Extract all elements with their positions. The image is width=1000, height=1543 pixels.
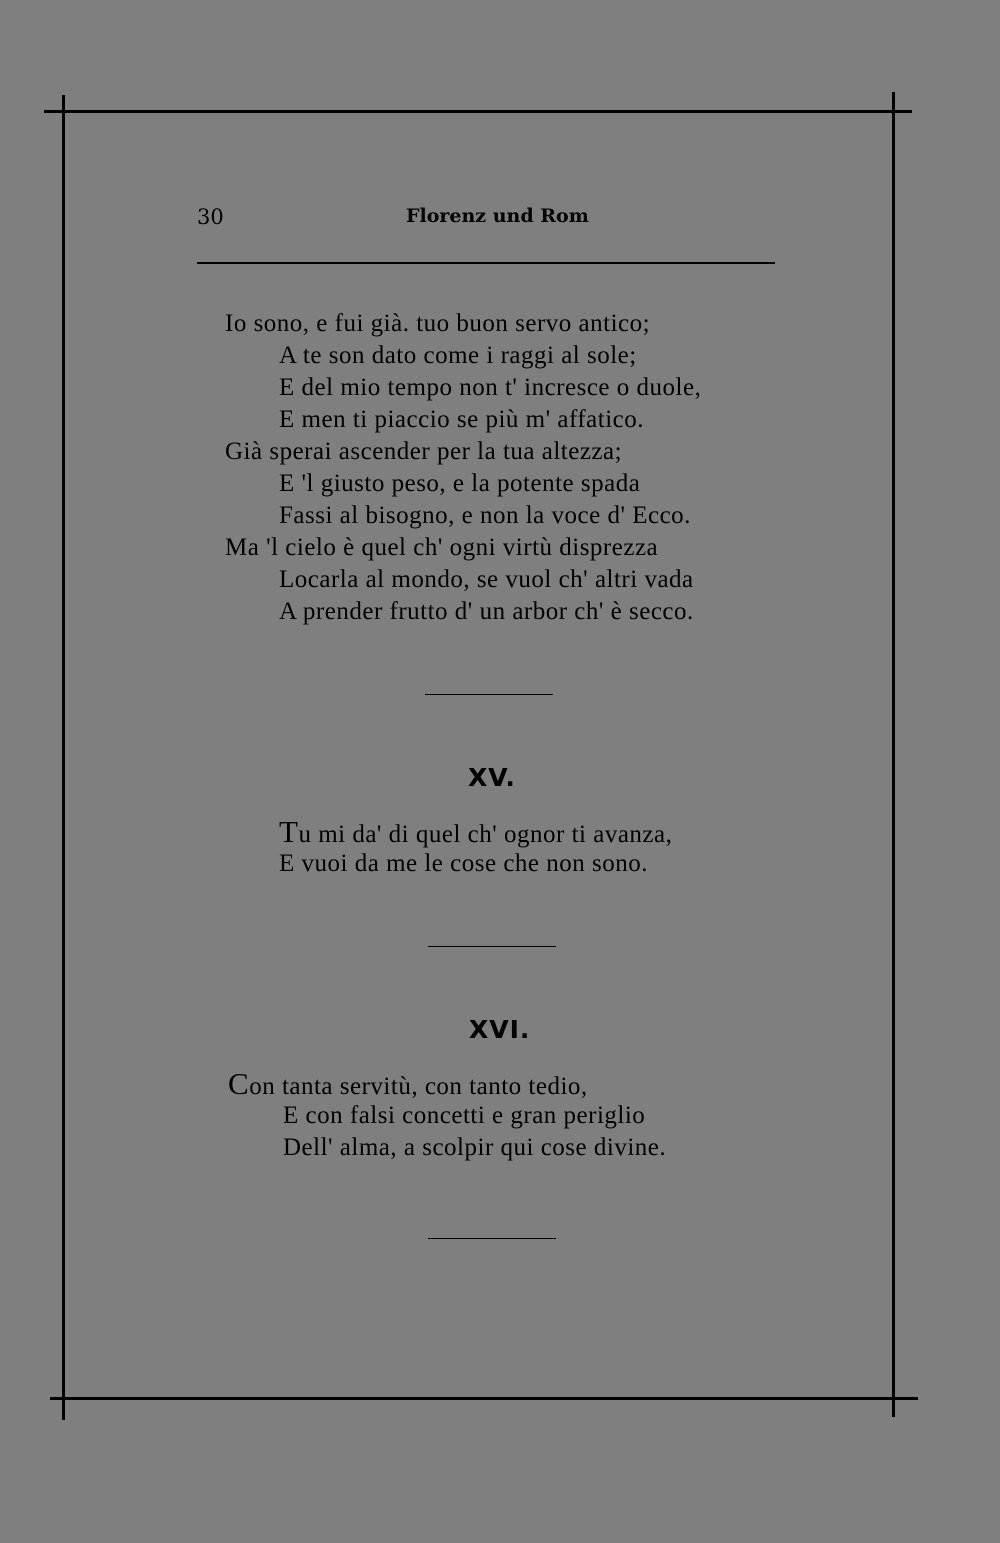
verse-line [279,814,672,850]
verse-line: E men ti piaccio se più m' affatico. [279,406,644,433]
frame-right-rule [892,92,895,1417]
verse-line: Io sono, e fui già. tuo buon servo antico; [225,310,651,337]
running-title: Florenz und Rom [406,205,589,227]
verse-line: Locarla al mondo, se vuol ch' altri vada [279,566,694,593]
verse-line: E vuoi da me le cose che non sono. [279,850,648,877]
drop-initial: C [228,1066,250,1101]
verse-text: on tanta servitù, con tanto tedio, [249,1073,588,1100]
verse-line: A te son dato come i raggi al sole; [279,342,637,369]
verse-line: Dell' alma, a scolpir qui cose divine. [283,1134,667,1161]
verse-line: E del mio tempo non t' incresce o duole, [279,374,702,401]
verse-text: u mi da' di quel ch' ognor ti avanza, [298,821,673,848]
frame-top-rule [44,110,912,113]
drop-initial: T [279,814,299,849]
verse-line: Fassi al bisogno, e non la voce d' Ecco. [279,502,691,529]
frame-bottom-rule [50,1397,918,1400]
verse-line [228,1066,588,1102]
verse-line: Ma 'l cielo è quel ch' ogni virtù disprezza [225,534,659,561]
section-divider [428,1238,556,1239]
section-divider [425,694,553,695]
frame-left-rule [62,95,65,1420]
header-rule [197,262,775,264]
verse-line: E 'l giusto peso, e la potente spada [279,470,641,497]
section-heading-xvi: XVI. [469,1015,531,1044]
verse-line: Già sperai ascender per la tua altezza; [225,438,623,465]
page-number: 30 [197,205,224,229]
verse-line: A prender frutto d' un arbor ch' è secco. [279,598,694,625]
section-heading-xv: XV. [468,763,516,792]
section-divider [428,946,556,947]
verse-line: E con falsi concetti e gran periglio [283,1102,646,1129]
